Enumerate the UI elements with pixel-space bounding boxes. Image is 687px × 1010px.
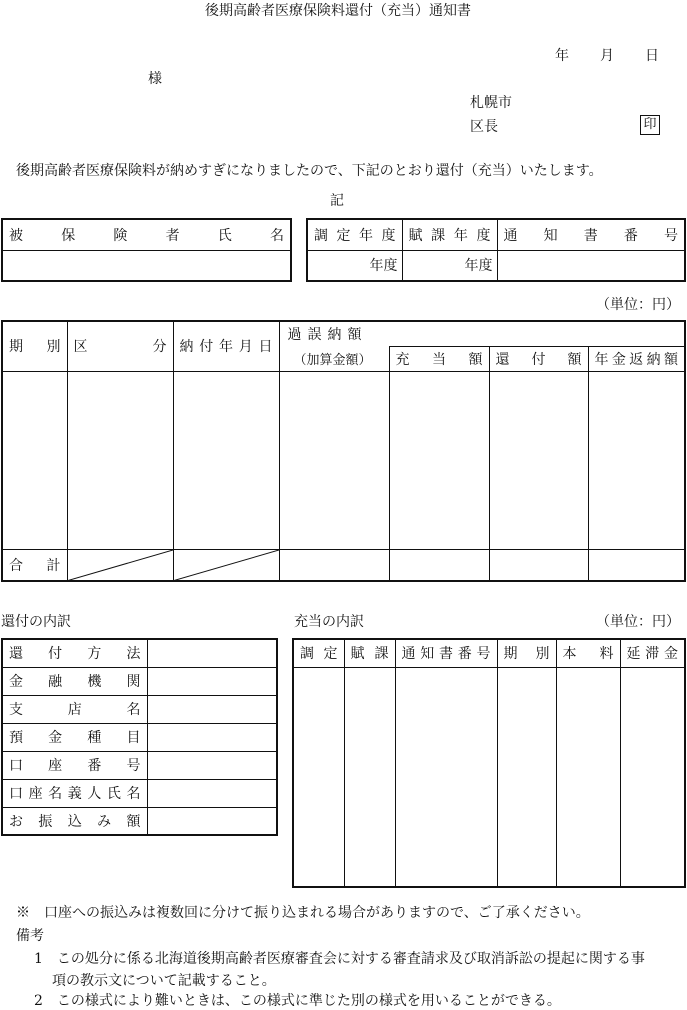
refund-breakdown-table: [1, 638, 278, 836]
refund-header: 還 付 額: [489, 346, 588, 371]
bank-label: 金 融 機 関: [2, 667, 147, 695]
alloc-adjust-cell[interactable]: [293, 667, 344, 887]
overpay-sub-header: （加算金額）: [279, 346, 389, 371]
branch-label: 支 店 名: [2, 695, 147, 723]
total-category-blank: [67, 549, 173, 581]
period-header: 期 別: [2, 321, 67, 371]
account-no-label: 口 座 番 号: [2, 751, 147, 779]
alloc-base-cell[interactable]: [556, 667, 620, 887]
alloc-late-fee-cell[interactable]: [620, 667, 685, 887]
total-refund[interactable]: [489, 549, 588, 581]
insured-name-table: [1, 218, 292, 282]
refund-method-label: 還 付 方 法: [2, 639, 147, 667]
ki-label: 記: [330, 193, 344, 209]
pay-date-header: 納 付 年 月 日: [173, 321, 279, 371]
total-date-blank: [173, 549, 279, 581]
transfer-amount-value[interactable]: [147, 807, 277, 835]
insured-name-field[interactable]: [2, 250, 291, 281]
seal-mark: 印: [640, 115, 660, 135]
account-no-value[interactable]: [147, 751, 277, 779]
biko-item-1a: 1 この処分に係る北海道後期高齢者医療審査会に対する審査請求及び取消訴訟の提起に関する事: [34, 951, 645, 967]
pay-date-cell[interactable]: [173, 371, 279, 549]
year-notice-table: [306, 218, 686, 282]
category-header: 区 分: [67, 321, 173, 371]
pension-return-header: 年 金 返 納 額: [588, 346, 685, 371]
refund-section-title: 還付の内訳: [1, 614, 71, 630]
pension-return-cell[interactable]: [588, 371, 685, 549]
deposit-type-value[interactable]: [147, 723, 277, 751]
alloc-adjust-header: 調 定: [293, 639, 344, 667]
total-allocation[interactable]: [389, 549, 489, 581]
alloc-late-fee-header: 延 滞 金: [620, 639, 685, 667]
biko-item-2: 2 この様式により難いときは、この様式に準じた別の様式を用いることができる。: [34, 993, 561, 1009]
allocation-section-title: 充当の内訳: [294, 614, 364, 630]
allocation-cell[interactable]: [389, 371, 489, 549]
alloc-assess-cell[interactable]: [344, 667, 395, 887]
footer-note: ※ 口座への振込みは複数回に分けて振り込まれる場合がありますので、ご了承ください。: [16, 905, 590, 921]
total-pension-return[interactable]: [588, 549, 685, 581]
assess-year-value[interactable]: 年度: [402, 250, 497, 281]
issuer-city: 札幌市: [470, 95, 512, 111]
category-cell[interactable]: [67, 371, 173, 549]
alloc-notice-cell[interactable]: [395, 667, 497, 887]
deposit-type-label: 預 金 種 目: [2, 723, 147, 751]
alloc-assess-header: 賦 課: [344, 639, 395, 667]
alloc-base-header: 本 料: [556, 639, 620, 667]
assess-year-header: 賦 課 年 度: [402, 219, 497, 250]
branch-value[interactable]: [147, 695, 277, 723]
page-title: 後期高齢者医療保険料還付（充当）通知書: [205, 3, 471, 19]
recipient-suffix: 様: [148, 71, 162, 87]
refund-cell[interactable]: [489, 371, 588, 549]
alloc-period-cell[interactable]: [497, 667, 556, 887]
date-year: 年: [555, 48, 569, 64]
biko-label: 備考: [16, 928, 44, 944]
bank-value[interactable]: [147, 667, 277, 695]
issuer-ward: 区長: [470, 119, 498, 135]
alloc-period-header: 期 別: [497, 639, 556, 667]
insured-name-header: 被 保 険 者 氏 名: [9, 227, 284, 244]
adjust-year-value[interactable]: 年度: [307, 250, 402, 281]
notice-no-value[interactable]: [497, 250, 685, 281]
account-holder-value[interactable]: [147, 779, 277, 807]
refund-method-value[interactable]: [147, 639, 277, 667]
overpay-cell[interactable]: [279, 371, 389, 549]
biko-item-1b: 項の教示文について記載すること。: [52, 973, 276, 989]
unit-label: （単位：円）: [596, 297, 680, 313]
main-table: [1, 320, 686, 582]
allocation-header: 充 当 額: [389, 346, 489, 371]
date-day: 日: [645, 48, 659, 64]
account-holder-label: 口 座 名 義 人 氏 名: [2, 779, 147, 807]
transfer-amount-label: お 振 込 み 額: [2, 807, 147, 835]
diagonal-line: [174, 550, 279, 581]
allocation-breakdown-table: [292, 638, 686, 888]
period-cell[interactable]: [2, 371, 67, 549]
allocation-unit-label: （単位：円）: [596, 614, 680, 630]
adjust-year-header: 調 定 年 度: [307, 219, 402, 250]
alloc-notice-header: 通 知 書 番 号: [395, 639, 497, 667]
total-label: 合 計: [2, 549, 67, 581]
notice-no-header: 通 知 書 番 号: [497, 219, 685, 250]
overpay-header: 過誤納額: [279, 321, 685, 346]
intro-text: 後期高齢者医療保険料が納めすぎになりましたので、下記のとおり還付（充当）いたします。: [16, 163, 603, 179]
diagonal-line: [68, 550, 173, 581]
date-month: 月: [600, 48, 614, 64]
total-overpay[interactable]: [279, 549, 389, 581]
